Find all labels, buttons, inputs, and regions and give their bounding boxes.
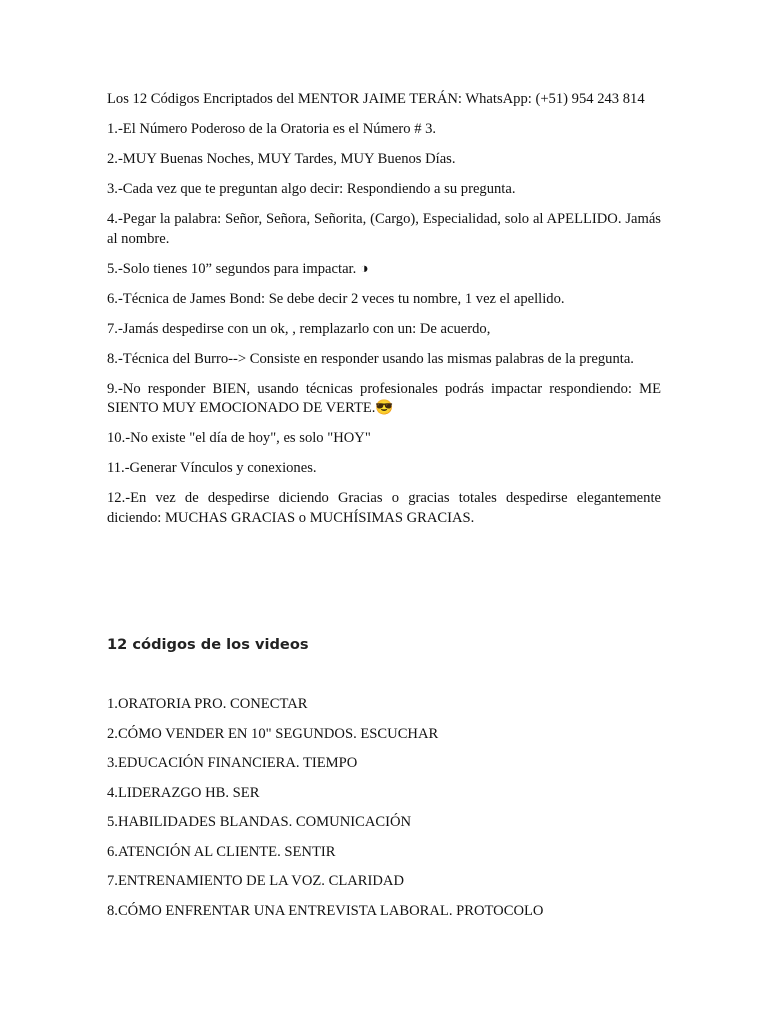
- code-item-4: 4.-Pegar la palabra: Señor, Señora, Señorita, (Cargo), Especialidad, solo al APELLIDO. Jamás al nombre.: [107, 211, 661, 247]
- code-item-11: 11.-Generar Vínculos y conexiones.: [107, 460, 317, 476]
- video-item-8: 8.CÓMO ENFRENTAR UNA ENTREVISTA LABORAL. PROTOCOLO: [107, 902, 544, 919]
- video-item-6: 6.ATENCIÓN AL CLIENTE. SENTIR: [107, 843, 336, 860]
- code-item-1: 1.-El Número Poderoso de la Oratoria es el Número # 3.: [107, 121, 437, 137]
- document-page: [107, 90, 661, 919]
- code-item-5: 5.-Solo tienes 10” segundos para impactar. ◑: [107, 260, 369, 277]
- video-item-1: 1.ORATORIA PRO. CONECTAR: [107, 696, 308, 712]
- code-item-7: 7.-Jamás despedirse con un ok, , remplazarlo con un: De acuerdo,: [107, 320, 491, 337]
- videos-section-title: 12 códigos de los videos: [107, 636, 309, 653]
- code-item-3: 3.-Cada vez que te preguntan algo decir: Respondiendo a su pregunta.: [107, 181, 516, 197]
- video-item-3: 3.EDUCACIÓN FINANCIERA. TIEMPO: [107, 755, 358, 771]
- video-item-4: 4.LIDERAZGO HB. SER: [107, 784, 260, 801]
- video-item-5: 5.HABILIDADES BLANDAS. COMUNICACIÓN: [107, 814, 412, 830]
- codes-heading: Los 12 Códigos Encriptados del MENTOR JAIME TERÁN: WhatsApp: (+51) 954 243 814: [107, 91, 645, 107]
- code-item-10: 10.-No existe "el día de hoy", es solo "HOY": [107, 430, 371, 446]
- code-item-9: 9.-No responder BIEN, usando técnicas profesionales podrás impactar respondiendo: ME SIENTO MUY EMOCIONADO DE VERTE.😎: [107, 380, 661, 416]
- video-item-2: 2.CÓMO VENDER EN 10" SEGUNDOS. ESCUCHAR: [107, 725, 439, 742]
- code-item-2: 2.-MUY Buenas Noches, MUY Tardes, MUY Buenos Días.: [107, 151, 456, 167]
- code-item-6: 6.-Técnica de James Bond: Se debe decir 2 veces tu nombre, 1 vez el apellido.: [107, 290, 565, 307]
- videos-list: [107, 695, 661, 931]
- video-item-7: 7.ENTRENAMIENTO DE LA VOZ. CLARIDAD: [107, 873, 404, 889]
- code-item-12: 12.-En vez de despedirse diciendo Gracias o gracias totales despedirse elegantemente diciendo: MUCHAS GRACIAS o MUCHÍSIMAS GRACIAS.: [107, 490, 661, 526]
- code-item-8: 8.-Técnica del Burro--> Consiste en responder usando las mismas palabras de la pregunta.: [107, 350, 634, 367]
